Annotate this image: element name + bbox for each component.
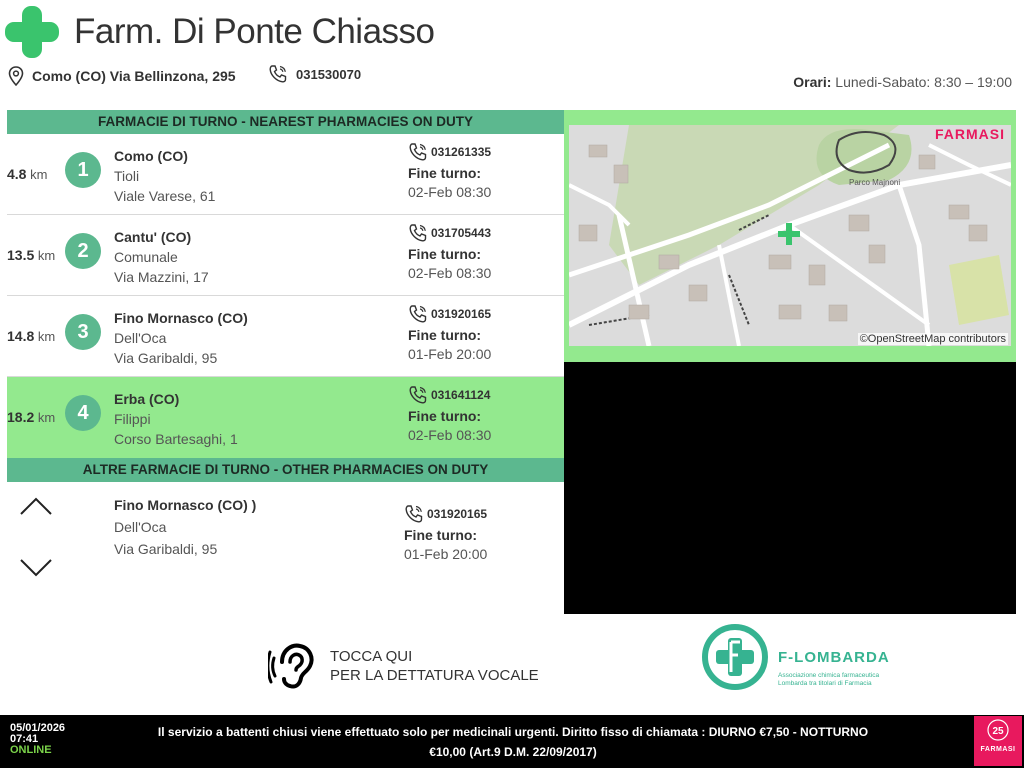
pharmacy-cross-logo [5, 6, 59, 58]
badge-text: FARMASI [980, 746, 1016, 753]
distance: 18.2 km [7, 409, 56, 425]
end-turn-label: Fine turno: [408, 165, 482, 181]
phone-number: 031530070 [296, 66, 362, 82]
phone-icon [408, 223, 428, 243]
pharmacy-address [8, 66, 236, 86]
end-turn-label: Fine turno: [408, 246, 482, 262]
orari-value: Lunedi-Sabato: 8:30 – 19:00 [835, 74, 1012, 90]
header [0, 0, 1024, 105]
pharmacy-contact [408, 304, 491, 364]
rank-badge: 3 [65, 314, 101, 350]
pharmacy-name: Dell'Oca [114, 519, 167, 535]
pharmacy-phone[interactable]: 031261335 [408, 142, 491, 162]
pharmacy-city: Fino Mornasco (CO) [114, 310, 248, 326]
location-pin-icon [8, 66, 24, 86]
pharmacy-row-3[interactable] [7, 296, 564, 377]
map-tiles [569, 125, 1011, 346]
voice-line-2: PER LA DETTATURA VOCALE [330, 667, 539, 684]
pharmacy-name: Comunale [114, 249, 178, 265]
distance: 14.8 km [7, 328, 56, 344]
distance: 13.5 km [7, 247, 56, 263]
voice-line-1: TOCCA QUI [330, 648, 413, 665]
pharmacy-city: Como (CO) [114, 148, 188, 164]
pharmacy-info [114, 227, 209, 287]
ear-icon [268, 640, 320, 692]
orari-label: Orari: [793, 74, 832, 90]
rank-badge: 2 [65, 233, 101, 269]
pharmacy-row-2[interactable] [7, 215, 564, 296]
farmasi-badge-logo [974, 716, 1022, 766]
scroll-up-icon[interactable] [19, 496, 53, 516]
datetime-status [10, 723, 65, 756]
end-turn-value: 02-Feb 08:30 [408, 265, 492, 281]
location-map[interactable] [569, 125, 1011, 346]
pharmacy-city: Erba (CO) [114, 391, 180, 407]
distance: 4.8 km [7, 166, 48, 182]
connection-status: ONLINE [10, 744, 52, 756]
pharmacy-city: Cantu' (CO) [114, 229, 192, 245]
pharmacy-name: Filippi [114, 411, 151, 427]
rank-badge: 4 [65, 395, 101, 431]
pharmacy-street: Viale Varese, 61 [114, 188, 216, 204]
pharmacy-row-4[interactable] [7, 377, 564, 458]
end-turn-value: 02-Feb 08:30 [408, 184, 492, 200]
map-place-label: Parco Majnoni [849, 178, 901, 187]
pharmacy-info [114, 146, 215, 206]
end-turn-value: 01-Feb 20:00 [404, 546, 488, 562]
scroll-down-icon[interactable] [19, 558, 53, 578]
anniversary-laurel-icon [974, 716, 1022, 746]
service-notice [150, 722, 876, 762]
pharmacy-phone[interactable]: 031920165 [408, 304, 491, 324]
phone-icon [404, 504, 424, 524]
pharmacy-name: Dell'Oca [114, 330, 167, 346]
end-turn-label: Fine turno: [408, 327, 482, 343]
other-pharmacy [7, 482, 564, 614]
phone-icon [408, 142, 428, 162]
media-panel [564, 362, 1016, 614]
f-lombarda-title: F-LOMBARDA [778, 649, 890, 666]
pharmacy-phone[interactable]: 031641124 [408, 385, 491, 405]
voice-dictation-label [330, 647, 539, 685]
pharmacy-info [114, 308, 248, 368]
pharmacy-contact [408, 385, 491, 445]
map-attribution[interactable]: ©OpenStreetMap contributors [859, 333, 1006, 345]
pharmacy-street: Via Garibaldi, 95 [114, 541, 218, 557]
map-frame [564, 110, 1016, 362]
other-section-heading: ALTRE FARMACIE DI TURNO - OTHER PHARMACIES ON DUTY [7, 458, 564, 482]
map-brand-logo: FARMASI [935, 126, 1005, 142]
end-turn-value: 02-Feb 08:30 [408, 427, 492, 443]
phone-icon [408, 304, 428, 324]
pharmacy-contact [404, 504, 487, 564]
phone-icon [268, 64, 288, 84]
page-title: Farm. Di Ponte Chiasso [74, 12, 435, 51]
pharmacy-street: Corso Bartesaghi, 1 [114, 431, 238, 447]
f-lombarda-subtitle: Associazione chimica farmaceutica Lombarda tra titolari di Farmacia [778, 672, 880, 687]
end-turn-value: 01-Feb 20:00 [408, 346, 492, 362]
phone-icon [408, 385, 428, 405]
pharmacy-phone[interactable] [268, 64, 361, 84]
voice-dictation-button[interactable] [268, 640, 539, 692]
pharmacy-phone[interactable]: 031920165 [404, 504, 487, 524]
f-lombarda-emblem-icon [702, 624, 768, 690]
pharmacy-city: Fino Mornasco (CO) ) [114, 497, 257, 513]
pharmacy-street: Via Mazzini, 17 [114, 269, 209, 285]
address-text: Como (CO) Via Bellinzona, 295 [32, 68, 236, 84]
notice-line-1: Il servizio a battenti chiusi viene effettuato solo per medicinali urgenti. Diritto fisso di chiamata : DIURNO €7,50 - NOTTURNO [157, 725, 869, 739]
current-time: 07:41 [10, 733, 39, 745]
end-turn-label: Fine turno: [408, 408, 482, 424]
pharmacy-phone[interactable]: 031705443 [408, 223, 491, 243]
footer-bar [0, 715, 1024, 768]
pharmacy-contact [408, 223, 491, 283]
pharmacy-name: Tioli [114, 168, 140, 184]
f-lombarda-logo [702, 624, 912, 690]
pharmacy-row-1[interactable] [7, 134, 564, 215]
pharmacy-info [114, 389, 238, 449]
pharmacy-contact [408, 142, 491, 202]
pharmacy-info[interactable] [114, 494, 256, 560]
opening-hours [793, 74, 1012, 90]
rank-badge: 1 [65, 152, 101, 188]
pharmacy-street: Via Garibaldi, 95 [114, 350, 218, 366]
badge-number: 25 [992, 726, 1004, 737]
current-date: 05/01/2026 [10, 722, 66, 734]
nearest-section-heading: FARMACIE DI TURNO - NEAREST PHARMACIES ON DUTY [7, 110, 564, 134]
end-turn-label: Fine turno: [404, 527, 478, 543]
notice-line-2: €10,00 (Art.9 D.M. 22/09/2017) [429, 745, 597, 759]
